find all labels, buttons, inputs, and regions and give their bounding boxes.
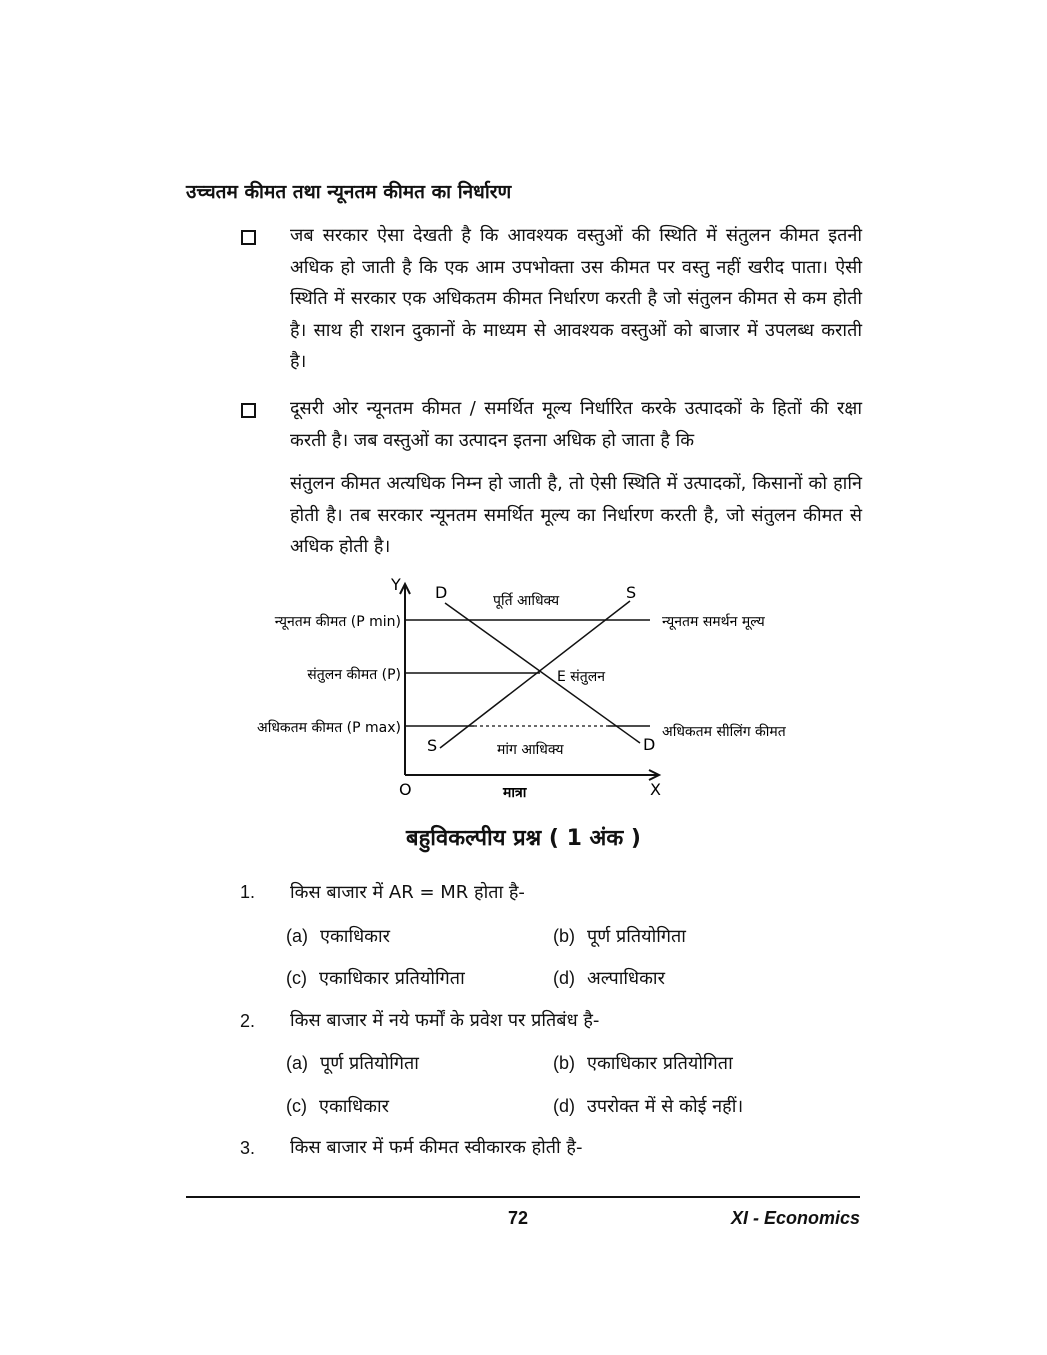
question-number: 3.: [240, 1138, 256, 1158]
checkbox-bullet-icon: [241, 403, 256, 418]
question-text: किस बाजार में AR = MR होता है-: [290, 882, 525, 903]
demand-label-top: D: [435, 583, 448, 602]
option: [286, 966, 465, 990]
section-heading: उच्चतम कीमत तथा न्यूनतम कीमत का निर्धारण: [186, 181, 512, 203]
quantity-label: मात्रा: [503, 785, 527, 801]
surplus-label: पूर्ति आधिक्य: [493, 593, 560, 609]
price-control-diagram: [0, 565, 1047, 805]
option-label: (d): [553, 1096, 575, 1116]
option: [286, 924, 390, 948]
option: [286, 1094, 389, 1118]
option-text: पूर्ण प्रतियोगिता: [320, 1053, 419, 1074]
pmin-right-label: न्यूनतम समर्थन मूल्य: [662, 614, 765, 630]
footer-divider: [186, 1196, 860, 1198]
option: [553, 966, 665, 990]
option-label: (a): [286, 926, 308, 946]
mcq-title: बहुविकल्पीय प्रश्न ( 1 अंक ): [406, 826, 641, 851]
x-axis-label: X: [650, 780, 661, 799]
option-text: अल्पाधिकार: [587, 968, 665, 989]
paragraph-max-price: जब सरकार ऐसा देखती है कि आवश्यक वस्तुओं की स्थिति में संतुलन कीमत इतनी अधिक हो जाती है कि एक आम उपभोक्ता उस कीमत पर वस्तु नहीं खरीद पाता। ऐसी स्थिति में सरकार एक अधिकतम कीमत निर्धारण करती है जो संतुलन कीमत से कम होती है। साथ ही राशन दुकानों के माध्यम से आवश्यक वस्तुओं को बाजार में उपलब्ध कराती है।: [290, 225, 862, 372]
option-label: (b): [553, 926, 575, 946]
paragraph-min-price-cont: संतुलन कीमत अत्यधिक निम्न हो जाती है, तो ऐसी स्थिति में उत्पादकों, किसानों को हानि होती है। तब सरकार न्यूनतम समर्थित मूल्य का निर्धारण करती है, जो संतुलन कीमत से अधिक होती है।: [290, 473, 862, 557]
shortage-label: मांग आधिक्य: [497, 742, 564, 758]
option-text: एकाधिकार: [319, 1096, 390, 1117]
pmax-right-label: अधिकतम सीलिंग कीमत: [662, 724, 786, 740]
question-text: किस बाजार में नये फर्मों के प्रवेश पर प्रतिबंध है-: [290, 1010, 600, 1031]
question-text: किस बाजार में फर्म कीमत स्वीकारक होती है-: [290, 1137, 583, 1158]
option-text: उपरोक्त में से कोई नहीं।: [587, 1096, 744, 1117]
question-number: 2.: [240, 1011, 256, 1031]
checkbox-bullet-icon: [241, 230, 256, 245]
demand-label-bottom: D: [643, 735, 656, 754]
option-label: (d): [553, 968, 575, 988]
option-label: (a): [286, 1053, 308, 1073]
option: [286, 1051, 419, 1075]
pmin-label: न्यूनतम कीमत (P min): [274, 614, 401, 630]
paragraph-min-price: दूसरी ओर न्यूनतम कीमत / समर्थित मूल्य निर्धारित करके उत्पादकों के हितों की रक्षा करती है। जब वस्तुओं का उत्पादन इतना अधिक हो जाता है कि: [290, 398, 862, 451]
equilibrium-label: E संतुलन: [557, 669, 606, 685]
option-text: एकाधिकार: [320, 926, 391, 947]
option: [553, 1094, 743, 1118]
option-text: एकाधिकार प्रतियोगिता: [587, 1053, 733, 1074]
pmax-label: अधिकतम कीमत (P max): [257, 720, 401, 736]
option-text: पूर्ण प्रतियोगिता: [587, 926, 686, 947]
origin-label: O: [399, 780, 412, 799]
p-label: संतुलन कीमत (P): [307, 667, 401, 683]
option-label: (c): [286, 1096, 307, 1116]
supply-label-bottom: S: [427, 736, 438, 755]
option: [553, 924, 686, 948]
question-number: 1.: [240, 882, 256, 902]
option-label: (c): [286, 968, 307, 988]
option-label: (b): [553, 1053, 575, 1073]
y-axis-label: Y: [391, 575, 401, 594]
option: [553, 1051, 733, 1075]
page-number: 72: [508, 1208, 529, 1228]
option-text: एकाधिकार प्रतियोगिता: [319, 968, 465, 989]
book-title: XI - Economics: [730, 1208, 860, 1228]
supply-label-top: S: [626, 583, 637, 602]
